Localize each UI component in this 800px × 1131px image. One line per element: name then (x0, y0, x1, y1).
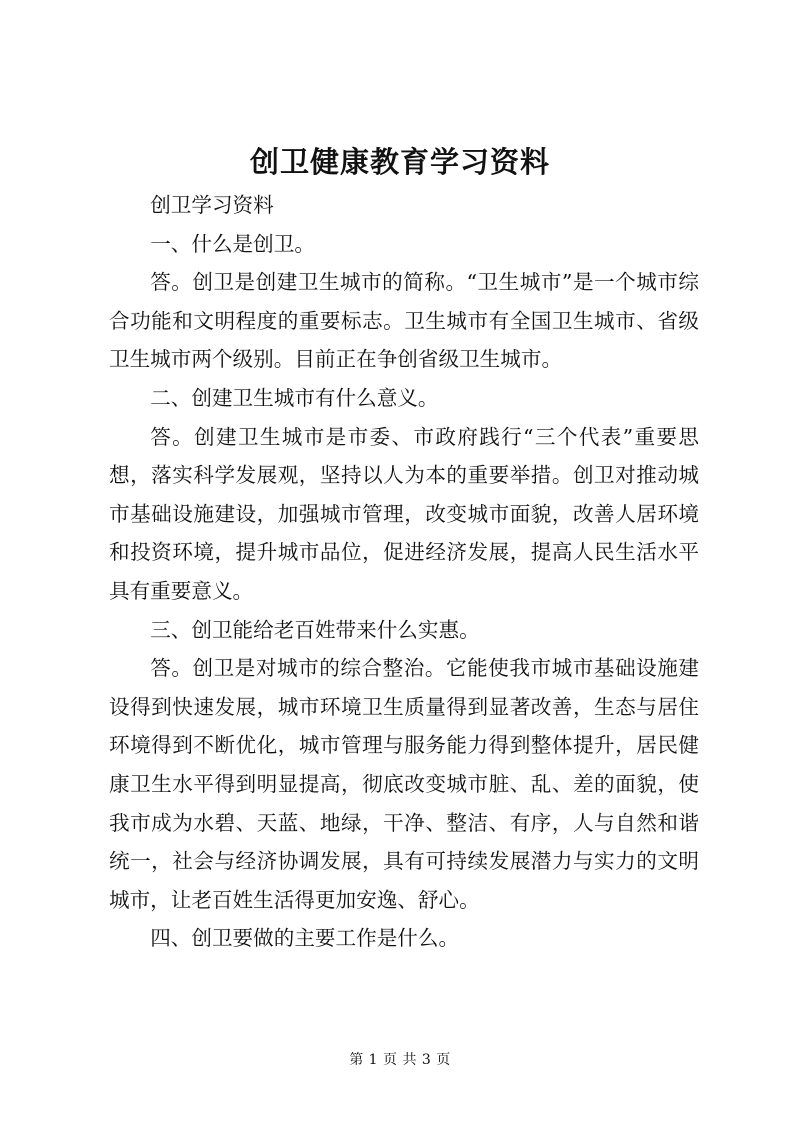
paragraph-subtitle: 创卫学习资料 (150, 193, 274, 217)
paragraph-question-3: 三、创卫能给老百姓带来什么实惠。 (150, 617, 480, 642)
paragraph-answer-2: 答。创建卫生城市是市委、市政府践行“三个代表”重要思想，落实科学发展观，坚持以人为本的重要举措。创卫对推动城市基础设施建设，加强城市管理，改变城市面貌，改善人居环境和投资环境，提升城市品位，促进经济发展，提高人民生活水平具有重要意义。 (109, 424, 699, 603)
paragraph-question-1: 一、什么是创卫。 (150, 231, 315, 256)
paragraph-question-2: 二、创建卫生城市有什么意义。 (150, 385, 439, 410)
paragraph-answer-1: 答。创卫是创建卫生城市的简称。“卫生城市”是一个城市综合功能和文明程度的重要标志。卫生城市有全国卫生城市、省级卫生城市两个级别。目前正在争创省级卫生城市。 (109, 270, 699, 372)
paragraph-question-4: 四、创卫要做的主要工作是什么。 (150, 926, 460, 951)
page-number-footer: 第 1 页 共 3 页 (349, 1052, 451, 1068)
page-title: 创卫健康教育学习资料 (249, 145, 550, 179)
document-body (109, 186, 699, 958)
paragraph-answer-3: 答。创卫是对城市的综合整治。它能使我市城市基础设施建设得到快速发展，城市环境卫生质量得到显著改善，生态与居住环境得到不断优化，城市管理与服务能力得到整体提升，居民健康卫生水平得到明显提高，彻底改变城市脏、乱、差的面貌，使我市成为水碧、天蓝、地绿，干净、整洁、有序，人与自然和谐统一，社会与经济协调发展，具有可持续发展潜力与实力的文明城市，让老百姓生活得更加安逸、舒心。 (109, 656, 699, 912)
